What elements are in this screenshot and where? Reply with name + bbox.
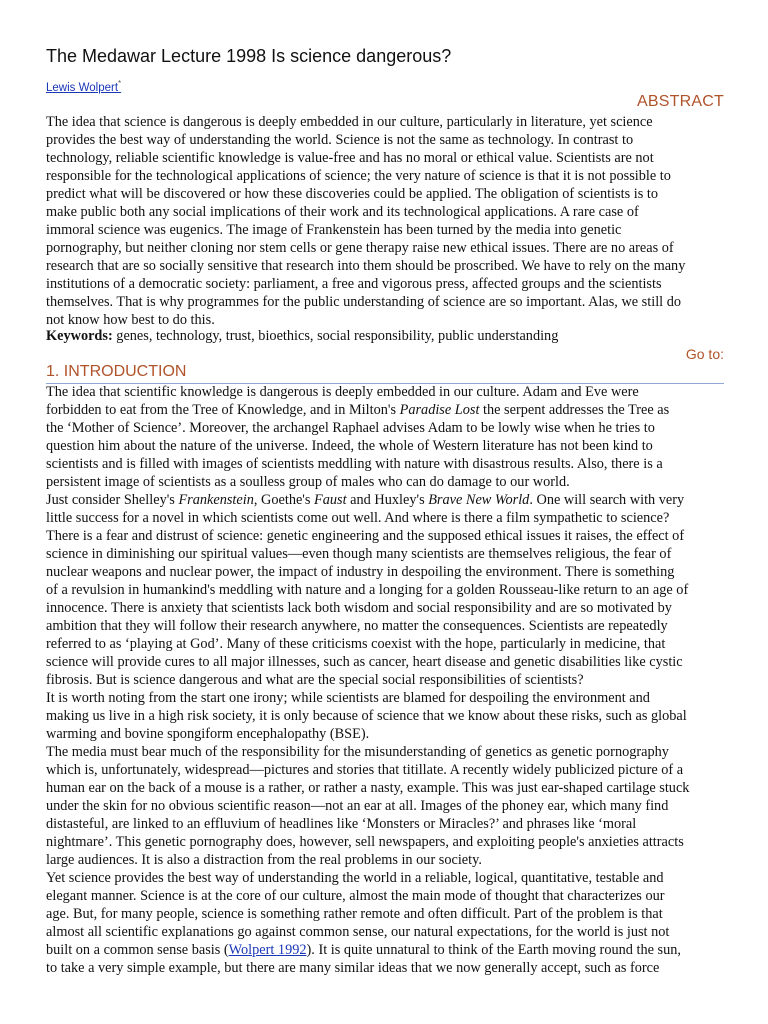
intro-line xyxy=(46,527,736,545)
intro-line xyxy=(46,959,736,977)
abstract-line: not know how best to do this. xyxy=(46,312,215,328)
text-run: and Huxley's xyxy=(346,492,429,508)
text-run: There is a fear and distrust of science: genetic engineering and the supposed ethical issues it raises, the effect of xyxy=(46,528,685,544)
text-run: innocence. There is anxiety that scientists lack both wisdom and social responsibility and are so motivated by xyxy=(46,600,672,616)
text-run: The idea that scientific knowledge is dangerous is deeply embedded in our culture. Adam and Eve were xyxy=(46,384,639,400)
section-heading-introduction: 1. INTRODUCTION xyxy=(46,363,187,380)
intro-line xyxy=(46,707,736,725)
text-run: . One will search with very xyxy=(529,492,685,508)
abstract-line: make public both any social implications of their work and its technological applications. A rare case of xyxy=(46,204,639,220)
abstract-line: pornography, but neither cloning nor stem cells or gene therapy raise new ethical issues. There are no areas of xyxy=(46,240,674,256)
text-run: making us live in a high risk society, it is only because of science that we know about these risks, such as global xyxy=(46,708,687,724)
text-run: built on a common sense basis ( xyxy=(46,942,229,958)
text-run: scientists and is filled with images of scientists meddling with nature with disastrous results. Also, there is a xyxy=(46,456,663,472)
text-run: fibrosis. But is science dangerous and what are the special social responsibilities of scientists? xyxy=(46,672,584,688)
intro-line xyxy=(46,473,736,491)
text-run: warming and bovine spongiform encephalopathy (BSE). xyxy=(46,726,370,742)
text-run: ambition that they will follow their research anywhere, no matter the consequences. Scientists are repeatedly xyxy=(46,618,668,634)
intro-line xyxy=(46,923,736,941)
abstract-line: institutions of a democratic society: parliament, a free and vigorous press, affected groups and the scientists xyxy=(46,276,662,292)
text-run: Just consider Shelley's xyxy=(46,492,179,508)
intro-line xyxy=(46,905,736,923)
intro-line xyxy=(46,635,736,653)
intro-line xyxy=(46,653,736,671)
text-run: science will provide cures to all major illnesses, such as cancer, heart disease and genetic disabilities like cystic xyxy=(46,654,683,670)
text-run: It is worth noting from the start one irony; while scientists are blamed for despoiling the environment and xyxy=(46,690,650,706)
abstract-body xyxy=(46,113,726,329)
text-run: little success for a novel in which scientists come out well. And where is there a film sympathetic to science? xyxy=(46,510,670,526)
author-footnote-marker: * xyxy=(118,79,122,88)
abstract-line: predict what will be discovered or how these discoveries could be applied. The obligation of scientists is to xyxy=(46,186,658,202)
text-run: referred to as ‘playing at God’. Many of these criticisms coexist with the hope, particularly in medicine, that xyxy=(46,636,666,652)
italic-title: Brave New World xyxy=(428,492,530,508)
intro-line xyxy=(46,401,736,419)
intro-line xyxy=(46,869,736,887)
text-run: nightmare’. This genetic pornography does, however, sell newspapers, and exploiting people's anxieties attracts xyxy=(46,834,684,850)
text-run: age. But, for many people, science is something rather remote and often difficult. Part of the problem is that xyxy=(46,906,663,922)
text-run: nuclear weapons and nuclear power, the impact of industry in despoiling the environment. There is something xyxy=(46,564,675,580)
text-run: large audiences. It is also a distraction from the real problems in our society. xyxy=(46,852,482,868)
text-run: elegant manner. Science is at the core of our culture, almost the main mode of thought that characterizes our xyxy=(46,888,665,904)
italic-title: Faust xyxy=(314,492,347,508)
italic-title: Paradise Lost xyxy=(399,402,480,418)
abstract-line: provides the best way of understanding the world. Science is not the same as technology. In contrast to xyxy=(46,132,634,148)
intro-line xyxy=(46,851,736,869)
intro-line xyxy=(46,581,736,599)
intro-line xyxy=(46,761,736,779)
author-link[interactable] xyxy=(46,79,121,94)
goto-link[interactable]: Go to: xyxy=(685,346,724,362)
intro-line xyxy=(46,833,736,851)
intro-line xyxy=(46,383,736,401)
italic-title: Frankenstein xyxy=(178,492,254,508)
abstract-line: technology, reliable scientific knowledge is value-free and has no moral or ethical value. Scientists are not xyxy=(46,150,654,166)
intro-line xyxy=(46,779,736,797)
intro-line xyxy=(46,725,736,743)
intro-line xyxy=(46,671,736,689)
keywords-line xyxy=(46,327,558,345)
intro-line xyxy=(46,815,736,833)
intro-line xyxy=(46,887,736,905)
abstract-line: The idea that science is dangerous is deeply embedded in our culture, particularly in literature, yet science xyxy=(46,114,653,130)
text-run: almost all scientific explanations go against common sense, our natural expectations, for the world is just not xyxy=(46,924,670,940)
intro-line xyxy=(46,455,736,473)
intro-line xyxy=(46,509,736,527)
text-run: persistent image of scientists as a soulless group of males who can do damage to our world. xyxy=(46,474,570,490)
text-run: to take a very simple example, but there are many similar ideas that we now generally accept, such as force xyxy=(46,960,660,976)
intro-line xyxy=(46,491,736,509)
intro-line xyxy=(46,419,736,437)
text-run: distasteful, are linked to an effluvium of headlines like ‘Monsters or Miracles?’ and phrases like ‘moral xyxy=(46,816,637,832)
text-run: which is, unfortunately, widespread—pictures and stories that titillate. A recently widely publicized picture of a xyxy=(46,762,684,778)
intro-line xyxy=(46,797,736,815)
text-run: forbidden to eat from the Tree of Knowledge, and in Milton's xyxy=(46,402,400,418)
intro-line xyxy=(46,545,736,563)
text-run: human ear on the back of a mouse is a rather, or rather a nasty, example. This was just ear-shaped cartilage stuck xyxy=(46,780,690,796)
text-run: ). It is quite unnatural to think of the Earth moving round the sun, xyxy=(306,942,681,958)
text-run: under the skin for no obvious scientific reason—not an ear at all. Images of the phoney ear, which many find xyxy=(46,798,669,814)
intro-line xyxy=(46,689,736,707)
keywords-label: Keywords: xyxy=(46,328,113,344)
text-run: science in diminishing our spiritual values—even though many scientists are themselves religious, the fear of xyxy=(46,546,672,562)
citation-link[interactable]: Wolpert 1992 xyxy=(228,942,307,958)
introduction-body xyxy=(46,383,736,977)
abstract-heading: ABSTRACT xyxy=(637,93,724,110)
intro-line xyxy=(46,617,736,635)
keywords-list: genes, technology, trust, bioethics, social responsibility, public understanding xyxy=(112,328,559,344)
intro-line xyxy=(46,941,736,959)
intro-line xyxy=(46,563,736,581)
text-run: The media must bear much of the responsibility for the misunderstanding of genetics as genetic pornography xyxy=(46,744,669,760)
intro-line xyxy=(46,743,736,761)
intro-line xyxy=(46,437,736,455)
abstract-line: themselves. That is why programmes for the public understanding of science are so important. Alas, we still do xyxy=(46,294,682,310)
text-run: question him about the nature of the universe. Indeed, the whole of Western literature has not been kind to xyxy=(46,438,653,454)
text-run: the ‘Mother of Science’. Moreover, the archangel Raphael advises Adam to be lowly wise when he tries to xyxy=(46,420,655,436)
article-title: The Medawar Lecture 1998 Is science dangerous? xyxy=(46,46,452,66)
author-name[interactable]: Lewis Wolpert xyxy=(46,81,119,94)
text-run: , Goethe's xyxy=(253,492,315,508)
abstract-line: research that are so socially sensitive that research into them should be proscribed. We have to rely on the many xyxy=(46,258,686,274)
intro-line xyxy=(46,599,736,617)
abstract-line: immoral science was eugenics. The image of Frankenstein has been turned by the media into genetic xyxy=(46,222,622,238)
text-run: of a revulsion in humankind's meddling with nature and a longing for a golden Rousseau-like return to an age of xyxy=(46,582,689,598)
text-run: Yet science provides the best way of understanding the world in a reliable, logical, quantitative, testable and xyxy=(46,870,664,886)
abstract-line: responsible for the technological applications of science; the very nature of science is that it is not possible to xyxy=(46,168,671,184)
text-run: the serpent addresses the Tree as xyxy=(479,402,670,418)
